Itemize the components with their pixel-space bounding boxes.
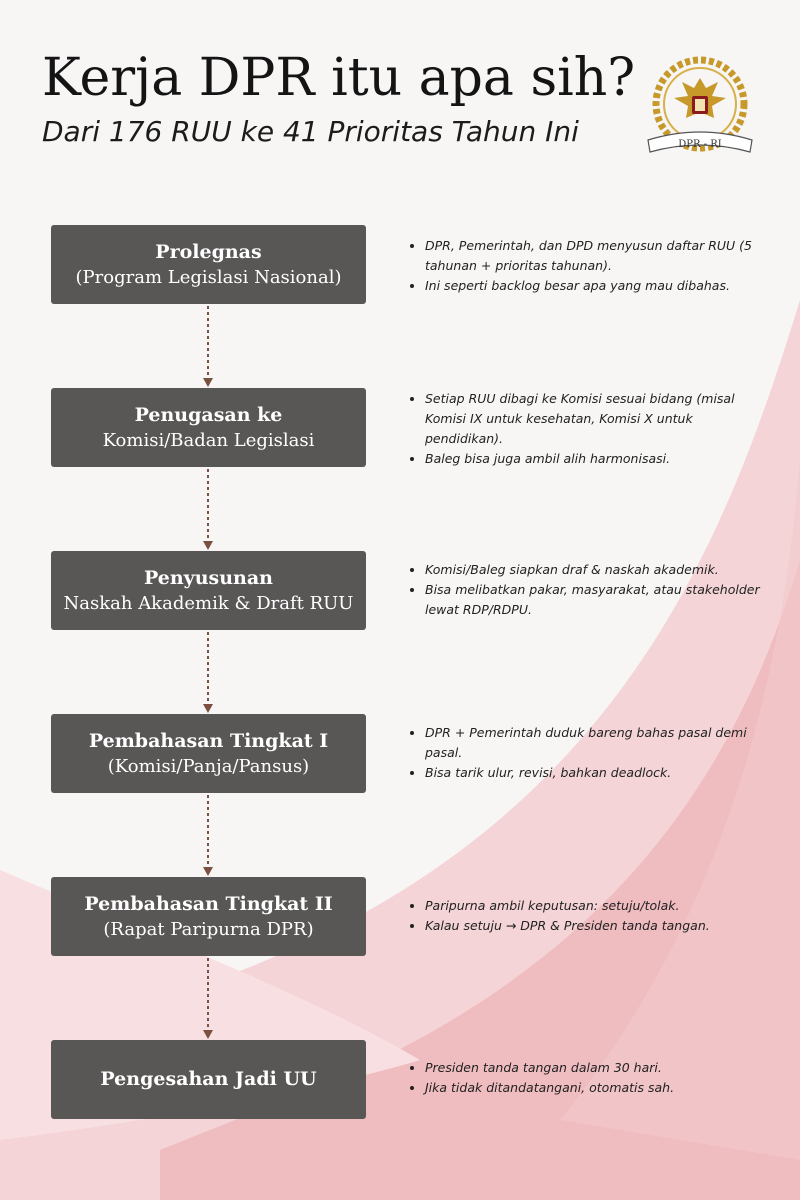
garuda-emblem-icon <box>642 52 758 162</box>
note-item: Bisa melibatkan pakar, masyarakat, atau stakeholder lewat RDP/RDPU. <box>408 580 768 620</box>
step-notes <box>408 896 768 936</box>
note-item: Baleg bisa juga ambil alih harmonisasi. <box>408 449 768 469</box>
step-notes <box>408 723 768 783</box>
flow-connector <box>201 467 215 551</box>
step-notes <box>408 560 768 620</box>
step-pengesahan <box>51 1040 366 1119</box>
step-subtitle: Naskah Akademik & Draft RUU <box>63 593 354 615</box>
step-subtitle: Komisi/Badan Legislasi <box>102 430 315 452</box>
step-notes <box>408 1058 768 1098</box>
flow-connector <box>201 956 215 1040</box>
note-item: Kalau setuju → DPR & Presiden tanda tangan. <box>408 916 768 936</box>
step-title: Pembahasan Tingkat II <box>84 892 333 915</box>
note-item: DPR + Pemerintah duduk bareng bahas pasal demi pasal. <box>408 723 768 763</box>
step-title: Penugasan ke <box>134 403 283 426</box>
step-subtitle: (Rapat Paripurna DPR) <box>103 919 314 941</box>
flow-connector <box>201 304 215 388</box>
note-item: Bisa tarik ulur, revisi, bahkan deadlock. <box>408 763 768 783</box>
note-item: Jika tidak ditandatangani, otomatis sah. <box>408 1078 768 1098</box>
note-item: DPR, Pemerintah, dan DPD menyusun daftar RUU (5 tahunan + prioritas tahunan). <box>408 236 768 276</box>
step-penyusunan <box>51 551 366 630</box>
note-item: Ini seperti backlog besar apa yang mau dibahas. <box>408 276 768 296</box>
step-notes <box>408 236 768 296</box>
step-pembahasan-tingkat-2 <box>51 877 366 956</box>
note-item: Presiden tanda tangan dalam 30 hari. <box>408 1058 768 1078</box>
step-penugasan <box>51 388 366 467</box>
flow-connector <box>201 793 215 877</box>
flow-connector <box>201 630 215 714</box>
step-title: Pengesahan Jadi UU <box>100 1068 317 1091</box>
step-prolegnas <box>51 225 366 304</box>
page-title: Kerja DPR itu apa sih? <box>42 48 636 108</box>
page-subtitle: Dari 176 RUU ke 41 Prioritas Tahun Ini <box>42 115 579 148</box>
step-notes <box>408 389 768 469</box>
note-item: Komisi/Baleg siapkan draf & naskah akademik. <box>408 560 768 580</box>
dpr-emblem <box>642 52 758 162</box>
step-title: Penyusunan <box>144 566 273 589</box>
emblem-ribbon-text: DPR - RI <box>678 139 722 150</box>
step-title: Pembahasan Tingkat I <box>88 729 329 752</box>
step-subtitle: (Komisi/Panja/Pansus) <box>107 756 310 778</box>
step-subtitle: (Program Legislasi Nasional) <box>75 267 342 289</box>
note-item: Setiap RUU dibagi ke Komisi sesuai bidang (misal Komisi IX untuk kesehatan, Komisi X untuk pendidikan). <box>408 389 768 449</box>
step-title: Prolegnas <box>155 240 262 263</box>
step-pembahasan-tingkat-1 <box>51 714 366 793</box>
note-item: Paripurna ambil keputusan: setuju/tolak. <box>408 896 768 916</box>
